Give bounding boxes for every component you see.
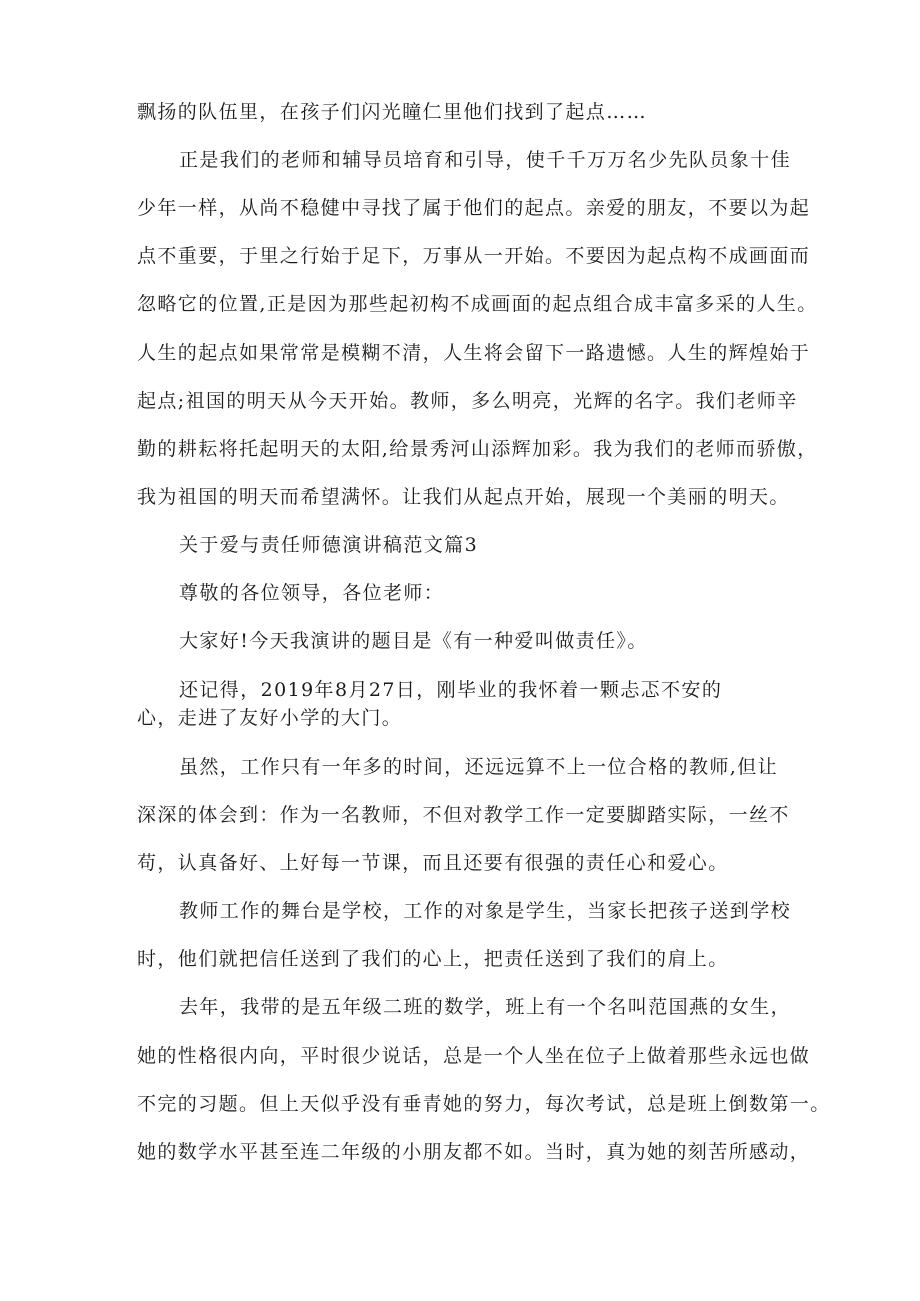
text-line: 忽略它的位置,正是因为那些起初构不成画面的起点组合成丰富多采的人生。 — [137, 293, 818, 315]
text-line: 人生的起点如果常常是模糊不清，人生将会留下一路遗憾。人生的辉煌始于 — [137, 342, 811, 364]
text-line: 我为祖国的明天而希望满怀。让我们从起点开始，展现一个美丽的明天。 — [137, 486, 790, 508]
text-line: 勤的耕耘将托起明天的太阳,给景秀河山添辉加彩。我为我们的老师而骄傲， — [137, 438, 818, 460]
text-line: 她的数学水平甚至连二年级的小朋友都不如。当时，真为她的刻苦所感动， — [137, 1141, 811, 1163]
section-heading: 关于爱与责任师德演讲稿范文篇3 — [179, 534, 479, 556]
text-line: 飘扬的队伍里，在孩子们闪光瞳仁里他们找到了起点…… — [137, 101, 648, 123]
text-line: 心，走进了友好小学的大门。 — [137, 707, 403, 729]
text-line: 去年，我带的是五年级二班的数学，班上有一个名叫范国燕的女生， — [179, 996, 792, 1018]
text-line: 深深的体会到：作为一名教师，不但对教学工作一定要脚踏实际，一丝不 — [137, 804, 790, 826]
text-line: 大家好!今天我演讲的题目是《有一种爱叫做责任》。 — [179, 630, 648, 652]
text-line: 苟，认真备好、上好每一节课，而且还要有很强的责任心和爱心。 — [137, 852, 729, 874]
text-line: 虽然，工作只有一年多的时间，还远远算不上一位合格的教师,但让 — [179, 756, 779, 778]
text-line: 还记得，2019年8月27日，刚毕业的我怀着一颗忐忑不安的 — [179, 679, 723, 701]
text-line: 点不重要，于里之行始于足下，万事从一开始。不要因为起点构不成画面而 — [137, 245, 811, 267]
text-line: 教师工作的舞台是学校，工作的对象是学生，当家长把孩子送到学校 — [179, 900, 792, 922]
text-line: 少年一样，从尚不稳健中寻找了属于他们的起点。亲爱的朋友，不要以为起 — [137, 197, 811, 219]
text-line: 起点;祖国的明天从今天开始。教师，多么明亮，光辉的名字。我们老师辛 — [137, 390, 798, 412]
text-line: 时，他们就把信任送到了我们的心上，把责任送到了我们的肩上。 — [137, 948, 729, 970]
text-line: 不完的习题。但上天似乎没有垂青她的努力，每次考试，总是班上倒数第一。 — [137, 1093, 831, 1115]
salutation: 尊敬的各位领导，各位老师： — [179, 582, 445, 604]
text-line: 正是我们的老师和辅导员培育和引导，使千千万万名少先队员象十佳 — [179, 149, 792, 171]
text-line: 她的性格很内向，平时很少说话，总是一个人坐在位子上做着那些永远也做 — [137, 1045, 811, 1067]
